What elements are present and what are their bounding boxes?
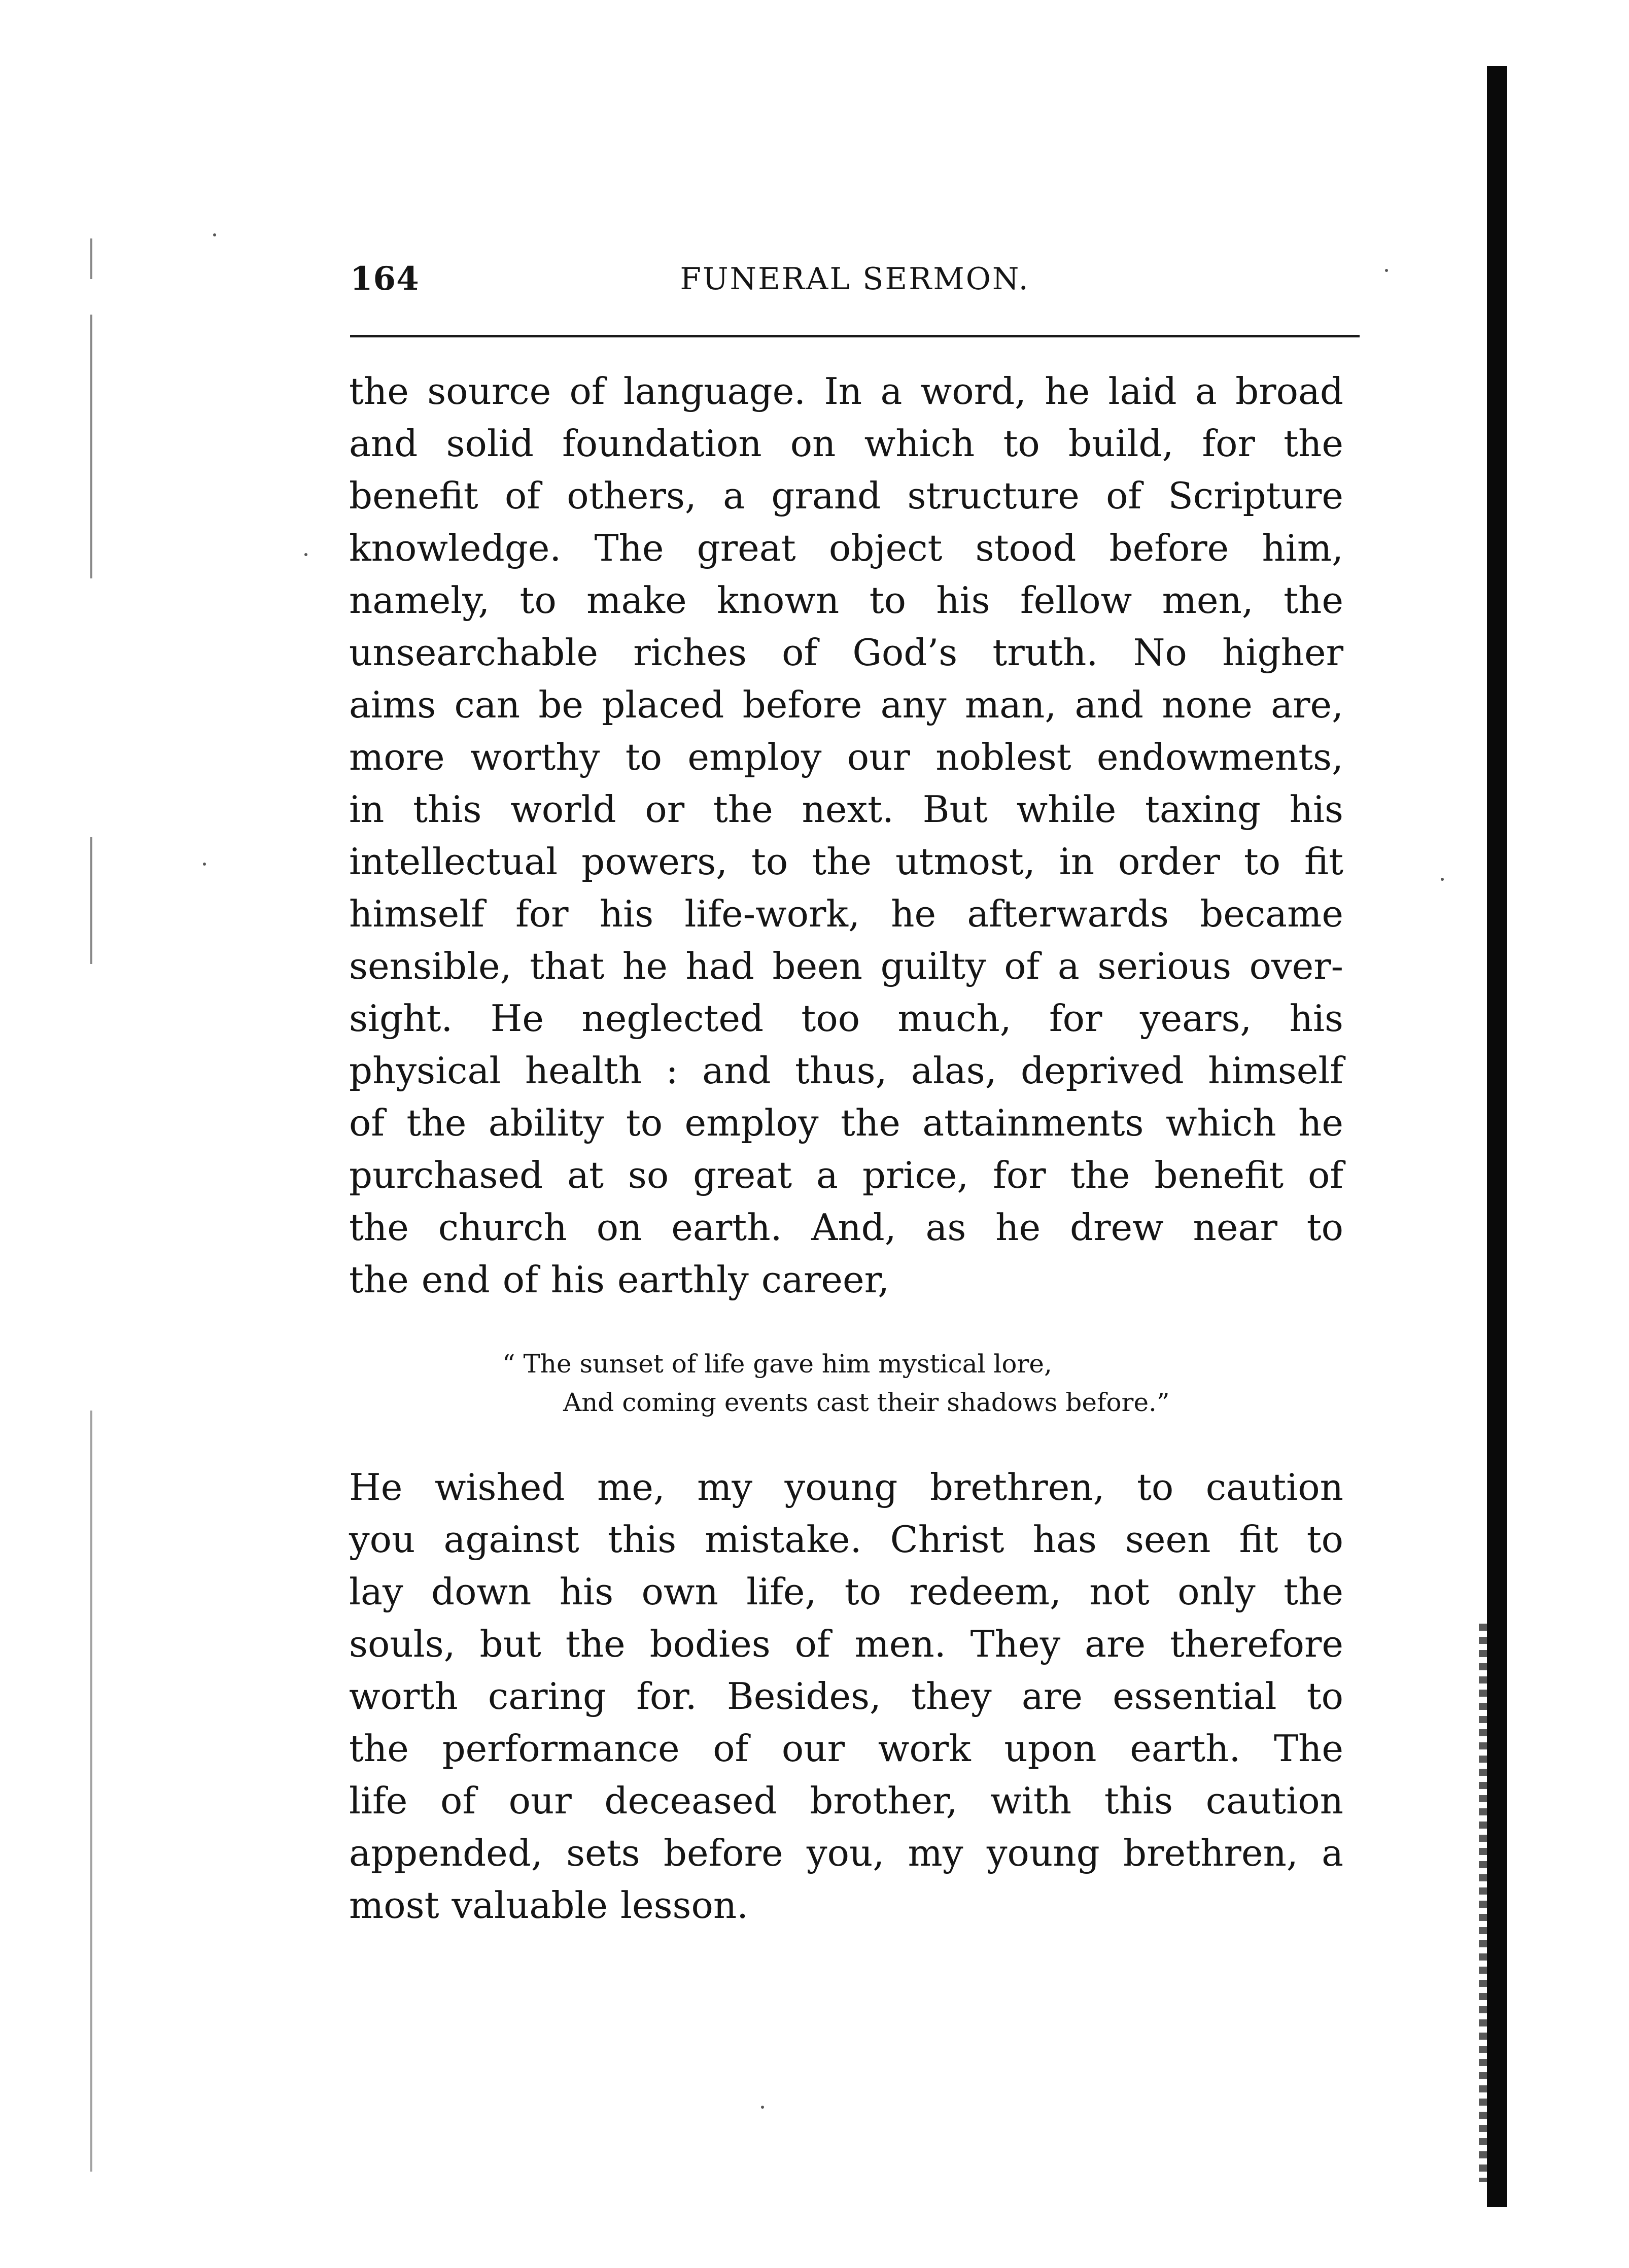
paragraph-2 [349,1461,1343,1932]
text-line: the church on earth. And, as he drew near to [349,1206,1343,1249]
paper-speck [1441,878,1444,881]
text-line: unsearchable riches of God’s truth. No higher [349,631,1343,674]
paragraph-1 [349,365,1343,1306]
text-line: you against this mistake. Christ has seen fit to [349,1518,1343,1561]
text-line: lay down his own life, to redeem, not only the [349,1570,1343,1613]
text-line: worth caring for. Besides, they are essential to [349,1675,1343,1717]
paper-speck [1385,269,1388,272]
text-line: in this world or the next. But while taxing his [349,788,1343,831]
paper-speck [761,2106,764,2109]
paper-speck [304,553,307,556]
text-line: sight. He neglected too much, for years, his [349,997,1343,1040]
text-line: and solid foundation on which to build, for the [349,422,1343,465]
binding-edge-shadow [1487,66,1507,2207]
text-line: knowledge. The great object stood before him, [349,527,1343,569]
page-title: FUNERAL SERMON. [680,261,1030,297]
quote-line: “ The sunset of life gave him mystical lore, [502,1349,1052,1379]
gutter-mark [90,1411,92,2172]
text-line: namely, to make known to his fellow men, the [349,579,1343,622]
text-line: souls, but the bodies of men. They are therefore [349,1623,1343,1665]
paper-speck [203,863,206,866]
verse-quotation [502,1345,1263,1422]
text-line: the performance of our work upon earth. The [349,1727,1343,1770]
quote-line: And coming events cast their shadows before.” [563,1388,1170,1417]
text-line: himself for his life-work, he afterwards became [349,892,1343,935]
text-line: of the ability to employ the attainments which he [349,1102,1343,1144]
text-line: most valuable lesson. [349,1884,749,1927]
text-line: sensible, that he had been guilty of a serious over- [349,945,1343,987]
gutter-mark [90,238,92,279]
text-line: the end of his earthly career, [349,1258,890,1301]
header-rule [350,335,1360,337]
text-line: He wished me, my young brethren, to caution [349,1466,1343,1508]
text-line: the source of language. In a word, he laid a broad [349,370,1343,413]
text-line: benefit of others, a grand structure of Scripture [349,474,1343,517]
text-line: appended, sets before you, my young brethren, a [349,1832,1343,1874]
gutter-mark [90,837,92,964]
running-head [350,254,1360,304]
text-line: purchased at so great a price, for the benefit of [349,1154,1343,1196]
text-line: physical health : and thus, alas, deprived himself [349,1049,1343,1092]
page-number: 164 [350,260,420,298]
binding-edge-fade [1479,1624,1487,2182]
text-line: aims can be placed before any man, and none are, [349,683,1343,726]
text-line: life of our deceased brother, with this caution [349,1779,1343,1822]
paper-speck [213,233,216,236]
text-line: more worthy to employ our noblest endowments, [349,736,1343,778]
text-line: intellectual powers, to the utmost, in order to fit [349,840,1343,883]
gutter-mark [90,315,92,578]
